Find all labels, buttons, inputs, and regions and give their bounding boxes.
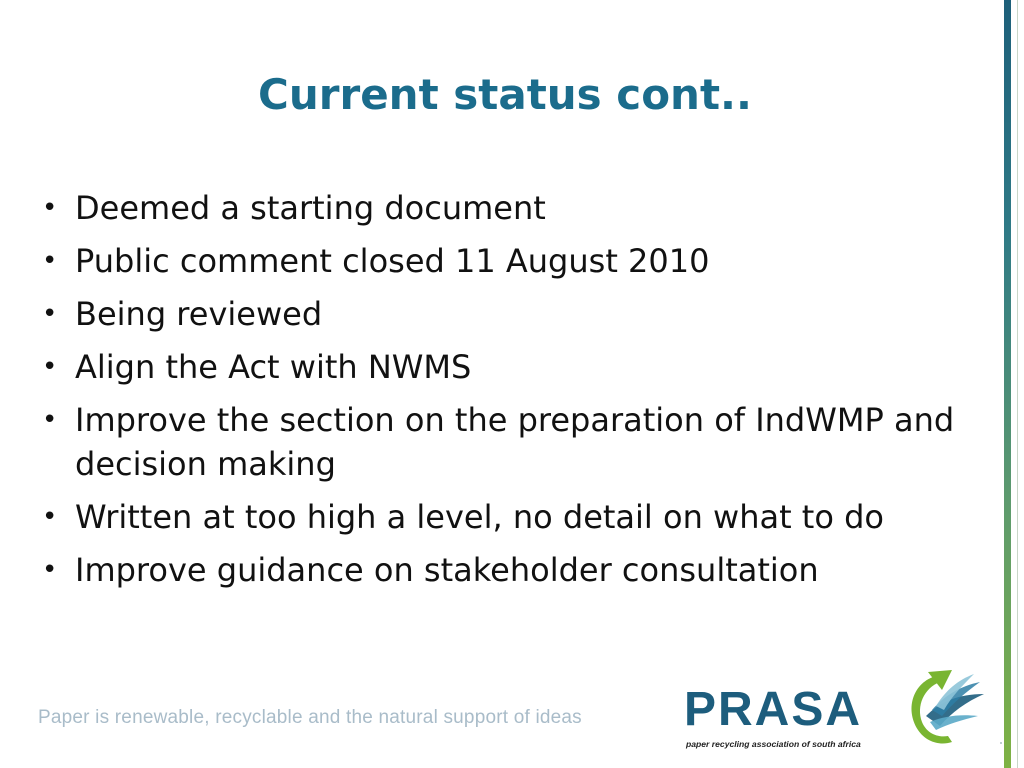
bullet-dot: •	[42, 555, 58, 585]
logo-wordmark: PRASA	[684, 683, 863, 736]
bullet-dot: •	[42, 246, 58, 276]
bullet-item	[40, 345, 980, 389]
bullet-dot: •	[42, 352, 58, 382]
bullet-text: Align the Act with NWMS	[75, 348, 472, 386]
bullet-item	[40, 495, 980, 539]
bullet-list	[40, 186, 980, 601]
logo-subtitle: paper recycling association of south africa	[686, 739, 861, 749]
page-indicator	[1000, 742, 1002, 744]
slide-title: Current status cont..	[258, 70, 752, 119]
bullet-dot: •	[42, 502, 58, 532]
bullet-dot: •	[42, 405, 58, 435]
bullet-text: Deemed a starting document	[75, 189, 546, 227]
side-accent-line	[1017, 0, 1018, 768]
bullet-text: Public comment closed 11 August 2010	[75, 242, 710, 280]
footer-tagline: Paper is renewable, recyclable and the natural support of ideas	[38, 707, 582, 728]
bullet-dot: •	[42, 299, 58, 329]
bullet-item	[40, 292, 980, 336]
bullet-item	[40, 398, 980, 486]
prasa-logo	[684, 668, 989, 752]
bullet-text: Written at too high a level, no detail on what to do	[75, 498, 884, 536]
bullet-dot: •	[42, 193, 58, 223]
bullet-text: Being reviewed	[75, 295, 323, 333]
bullet-item	[40, 186, 980, 230]
bullet-text: Improve the section on the preparation of IndWMP and decision making	[75, 401, 955, 483]
bullet-item	[40, 548, 980, 592]
bullet-text: Improve guidance on stakeholder consultation	[75, 551, 819, 589]
recycle-leaf-icon	[896, 668, 986, 748]
bullet-item	[40, 239, 980, 283]
